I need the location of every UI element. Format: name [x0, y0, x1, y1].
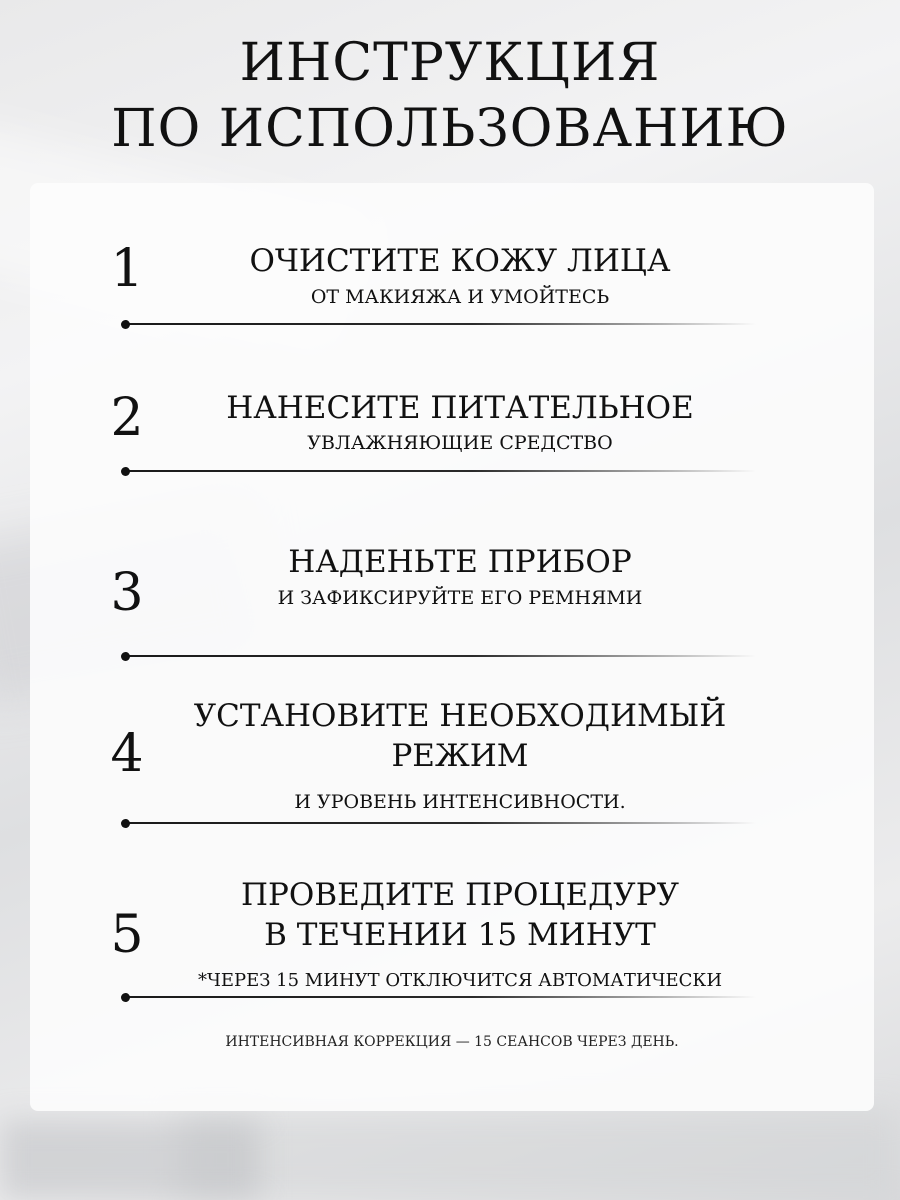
- instructions-card: [30, 183, 874, 1111]
- step-title: ОЧИСТИТЕ КОЖУ ЛИЦА: [249, 243, 671, 279]
- page-title-line-2: ПО ИСПОЛЬЗОВАНИЮ: [111, 99, 789, 159]
- step-subtitle: *ЧЕРЕЗ 15 МИНУТ ОТКЛЮЧИТСЯ АВТОМАТИЧЕСКИ: [197, 970, 723, 991]
- step-title-line-1: ПРОВЕДИТЕ ПРОЦЕДУРУ: [241, 877, 679, 913]
- step-number: 5: [110, 905, 144, 965]
- step-subtitle: И ЗАФИКСИРУЙТЕ ЕГО РЕМНЯМИ: [277, 587, 643, 609]
- bullet-dot: [121, 320, 130, 329]
- step-divider: [126, 470, 756, 472]
- step-title-line-2: РЕЖИМ: [391, 738, 529, 774]
- bullet-dot: [121, 652, 130, 661]
- page-title: [0, 30, 900, 162]
- step-divider: [126, 655, 756, 657]
- step-divider: [126, 323, 756, 325]
- step-title-line-1: УСТАНОВИТЕ НЕОБХОДИМЫЙ: [193, 698, 727, 734]
- step-subtitle: УВЛАЖНЯЮЩИЕ СРЕДСТВО: [307, 432, 613, 454]
- background-fabric: [180, 1110, 900, 1200]
- step-number: 4: [110, 724, 144, 784]
- step-subtitle: ОТ МАКИЯЖА И УМОЙТЕСЬ: [310, 286, 610, 308]
- background-fabric-left: [0, 1120, 260, 1200]
- step-divider: [126, 996, 756, 998]
- step-title: НАНЕСИТЕ ПИТАТЕЛЬНОЕ: [226, 390, 694, 426]
- step-title-line-2: В ТЕЧЕНИИ 15 МИНУТ: [264, 917, 656, 953]
- page-title-line-1: ИНСТРУКЦИЯ: [239, 33, 661, 93]
- bullet-dot: [121, 467, 130, 476]
- step-subtitle: И УРОВЕНЬ ИНТЕНСИВНОСТИ.: [294, 791, 626, 813]
- step-number: 2: [110, 388, 144, 448]
- step-title: НАДЕНЬТЕ ПРИБОР: [288, 544, 632, 580]
- step-number: 1: [110, 239, 144, 299]
- step-divider: [126, 822, 756, 824]
- bullet-dot: [121, 819, 130, 828]
- bullet-dot: [121, 993, 130, 1002]
- footer-note: ИНТЕНСИВНАЯ КОРРЕКЦИЯ — 15 СЕАНСОВ ЧЕРЕЗ ДЕНЬ.: [225, 1034, 679, 1050]
- step-number: 3: [110, 563, 144, 623]
